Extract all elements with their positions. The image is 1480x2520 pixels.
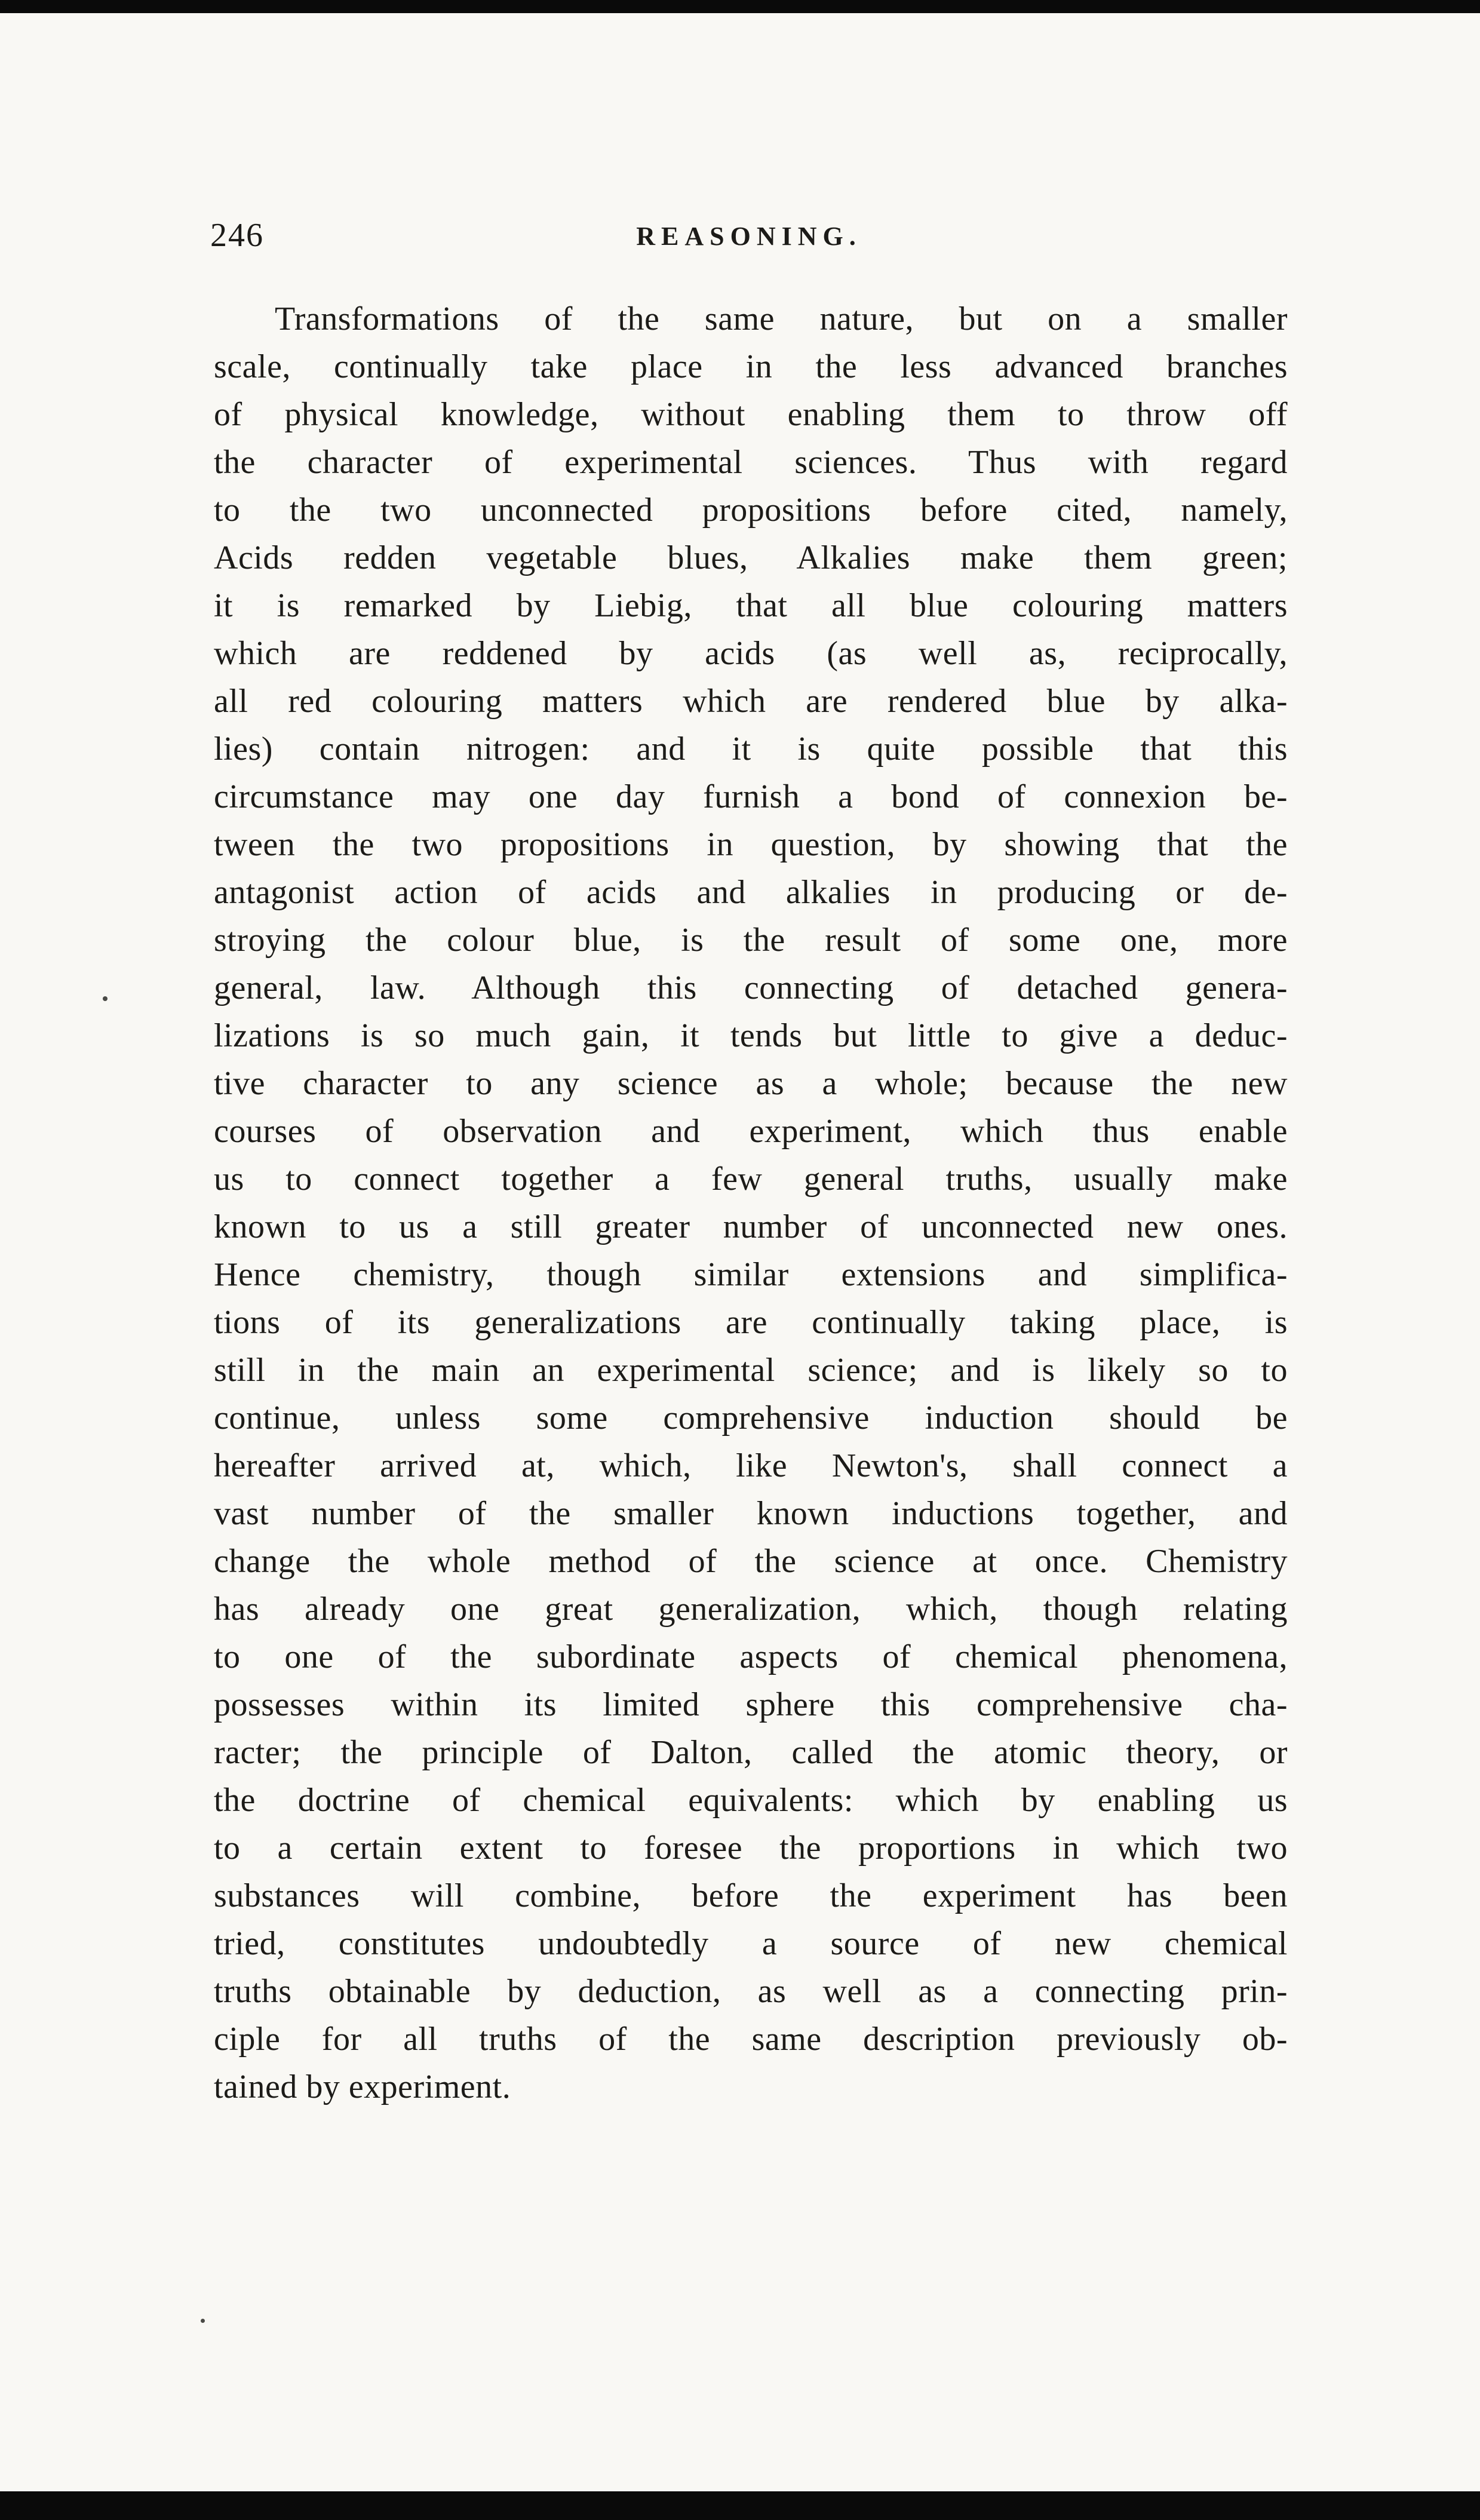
text-line: stroying the colour blue, is the result of some one, more [214,922,1288,959]
text-line: ciple for all truths of the same description previously ob- [214,2021,1288,2058]
text-line: to one of the subordinate aspects of chemical phenomena, [214,1638,1288,1675]
text-line: hereafter arrived at, which, like Newton's, shall connect a [214,1447,1288,1484]
text-line: tions of its generalizations are continually taking place, is [214,1304,1288,1341]
text-line: vast number of the smaller known inductions together, and [214,1495,1288,1532]
text-line: Transformations of the same nature, but on a smaller [275,300,1288,337]
text-line: tried, constitutes undoubtedly a source of new chemical [214,1925,1288,1962]
text-line: substances will combine, before the experiment has been [214,1877,1288,1914]
scan-artifact-bottom-bar [0,2491,1480,2520]
text-line: it is remarked by Liebig, that all blue colouring matters [214,587,1288,624]
text-line: to a certain extent to foresee the proportions in which two [214,1830,1288,1867]
text-line: antagonist action of acids and alkalies in producing or de- [214,874,1288,911]
text-line: circumstance may one day furnish a bond of connexion be- [214,778,1288,815]
text-line: tween the two propositions in question, by showing that the [214,826,1288,863]
text-line: continue, unless some comprehensive induction should be [214,1399,1288,1437]
text-line: tive character to any science as a whole; because the new [214,1065,1288,1102]
text-line: tained by experiment. [214,2068,511,2105]
text-line: courses of observation and experiment, which thus enable [214,1113,1288,1150]
ink-speck [103,996,108,1001]
text-line: the doctrine of chemical equivalents: which by enabling us [214,1782,1288,1819]
text-line: lizations is so much gain, it tends but little to give a deduc- [214,1017,1288,1054]
text-line: Hence chemistry, though similar extensions and simplifica- [214,1256,1288,1293]
scan-artifact-top-bar [0,0,1480,13]
text-line: which are reddened by acids (as well as, reciprocally, [214,635,1288,672]
text-line: has already one great generalization, which, though relating [214,1591,1288,1628]
text-line: racter; the principle of Dalton, called the atomic theory, or [214,1734,1288,1771]
page-header [210,216,1288,258]
text-line: to the two unconnected propositions before cited, namely, [214,492,1288,529]
page-number: 246 [210,217,264,254]
ink-speck [201,2319,205,2323]
text-line: of physical knowledge, without enabling them to throw off [214,396,1288,433]
text-line: us to connect together a few general truths, usually make [214,1161,1288,1198]
text-line: change the whole method of the science at once. Chemistry [214,1543,1288,1580]
text-line: the character of experimental sciences. Thus with regard [214,444,1288,481]
text-line: general, law. Although this connecting of detached genera- [214,969,1288,1006]
paragraph [214,295,1288,2111]
text-line: scale, continually take place in the less advanced branches [214,348,1288,385]
text-line: lies) contain nitrogen: and it is quite possible that this [214,730,1288,768]
text-line: all red colouring matters which are rendered blue by alka- [214,683,1288,720]
text-line: known to us a still greater number of unconnected new ones. [214,1208,1288,1245]
text-line: truths obtainable by deduction, as well as a connecting prin- [214,1973,1288,2010]
text-line: still in the main an experimental science; and is likely so to [214,1352,1288,1389]
running-head: REASONING. [636,222,862,251]
text-line: Acids redden vegetable blues, Alkalies make them green; [214,539,1288,576]
text-line: possesses within its limited sphere this comprehensive cha- [214,1686,1288,1723]
